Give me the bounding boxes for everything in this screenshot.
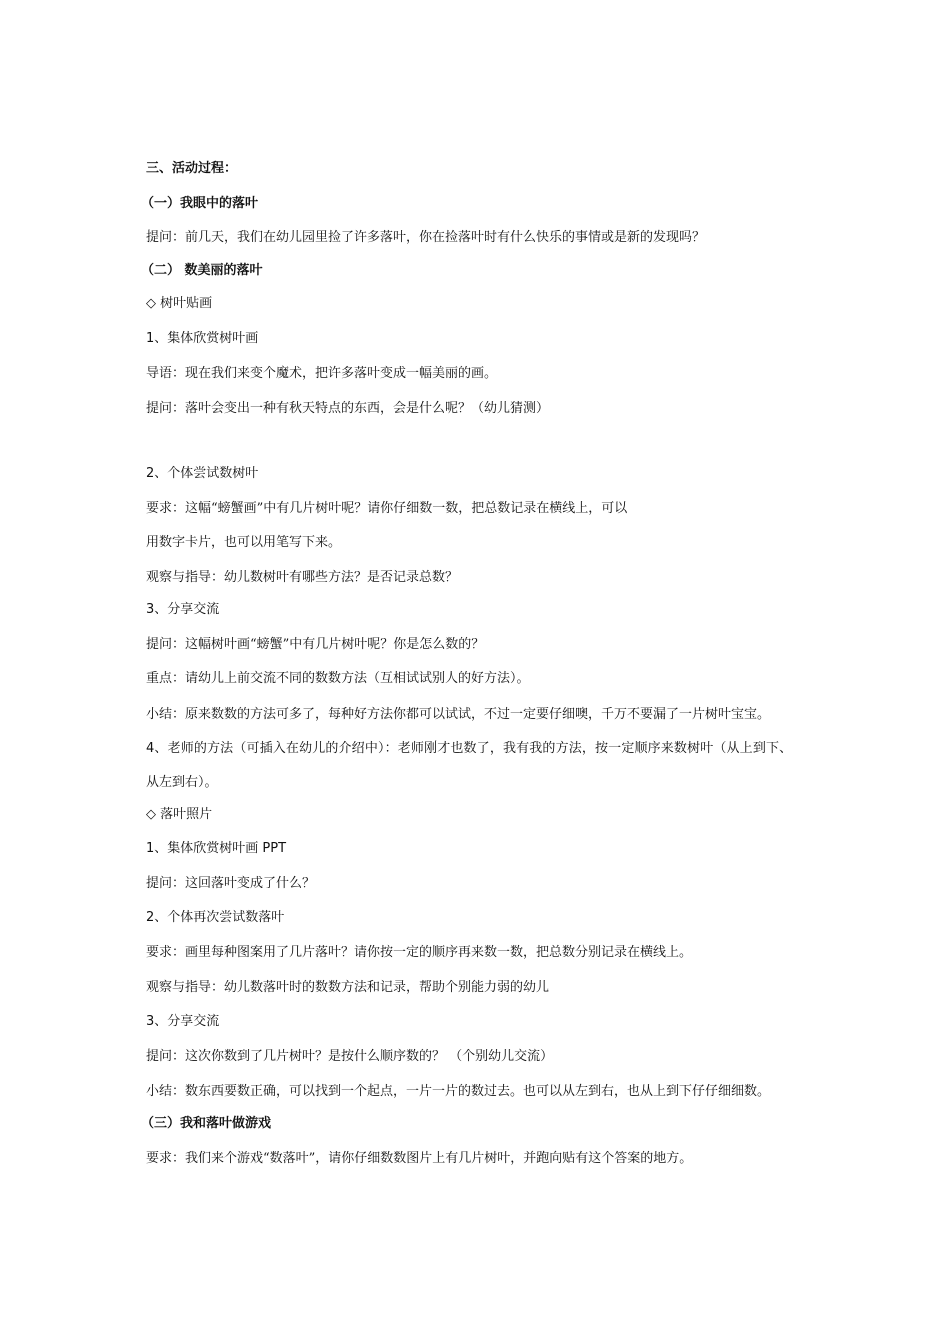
subsection-leaf-collage: ◇ 树叶贴画: [146, 296, 213, 311]
paragraph-key-point: 重点：请幼儿上前交流不同的数数方法（互相试试别人的好方法）。: [146, 671, 530, 686]
step-3-share: 3、分享交流: [146, 602, 220, 617]
paragraph-requirement-2: 要求：画里每种图案用了几片落叶？请你按一定的顺序再来数一数，把总数分别记录在横线上。: [146, 945, 693, 960]
step-3-share-again: 3、分享交流: [146, 1014, 220, 1029]
paragraph-observation-2: 观察与指导：幼儿数落叶时的数数方法和记录，帮助个别能力弱的幼儿: [146, 980, 550, 995]
part-two-heading: （二） 数美丽的落叶: [141, 263, 263, 278]
step-2-count-again: 2、个体再次尝试数落叶: [146, 910, 285, 925]
section-heading: 三、活动过程：: [146, 161, 238, 176]
step-1-ppt: 1、集体欣赏树叶画 PPT: [146, 841, 287, 856]
paragraph-summary-1: 小结：原来数数的方法可多了，每种好方法你都可以试试，不过一定要仔细噢，千万不要漏了一片树叶宝宝。: [146, 707, 771, 722]
paragraph-observation-1: 观察与指导：幼儿数树叶有哪些方法？是否记录总数？: [146, 570, 459, 585]
step-1-appreciate: 1、集体欣赏树叶画: [146, 331, 259, 346]
paragraph-requirement-1b: 用数字卡片，也可以用笔写下来。: [146, 535, 342, 550]
subsection-leaf-photos: ◇ 落叶照片: [146, 807, 213, 822]
paragraph-requirement-1a: 要求：这幅“螃蟹画”中有几片树叶呢？请你仔细数一数，把总数记录在横线上，可以: [146, 501, 628, 516]
step-4-continuation: 从左到右）。: [146, 775, 218, 790]
paragraph-requirement-3: 要求：我们来个游戏“数落叶”，请你仔细数数图片上有几片树叶，并跑向贴有这个答案的地方。: [146, 1151, 693, 1166]
paragraph-question-4: 提问：这回落叶变成了什么？: [146, 876, 316, 891]
part-three-heading: （三）我和落叶做游戏: [141, 1116, 272, 1131]
paragraph-summary-2: 小结：数东西要数正确，可以找到一个起点，一片一片的数过去。也可以从左到右，也从上到下仔仔细细数。: [146, 1084, 771, 1099]
paragraph-question-2: 提问：落叶会变出一种有秋天特点的东西，会是什么呢？（幼儿猜测）: [146, 401, 550, 416]
step-2-count-leaves: 2、个体尝试数树叶: [146, 466, 259, 481]
paragraph-question-5: 提问：这次你数到了几片树叶？是按什么顺序数的？ （个别幼儿交流）: [146, 1049, 554, 1064]
paragraph-question-3: 提问：这幅树叶画“螃蟹”中有几片树叶呢？你是怎么数的？: [146, 637, 485, 652]
paragraph-guide: 导语：现在我们来变个魔术，把许多落叶变成一幅美丽的画。: [146, 366, 498, 381]
step-4-teacher-method: 4、老师的方法（可插入在幼儿的介绍中）：老师刚才也数了，我有我的方法，按一定顺序来数树叶（从上到下、: [146, 741, 793, 756]
paragraph-question-1: 提问：前几天，我们在幼儿园里捡了许多落叶，你在捡落叶时有什么快乐的事情或是新的发现吗？: [146, 230, 706, 245]
part-one-heading: （一）我眼中的落叶: [141, 196, 259, 211]
